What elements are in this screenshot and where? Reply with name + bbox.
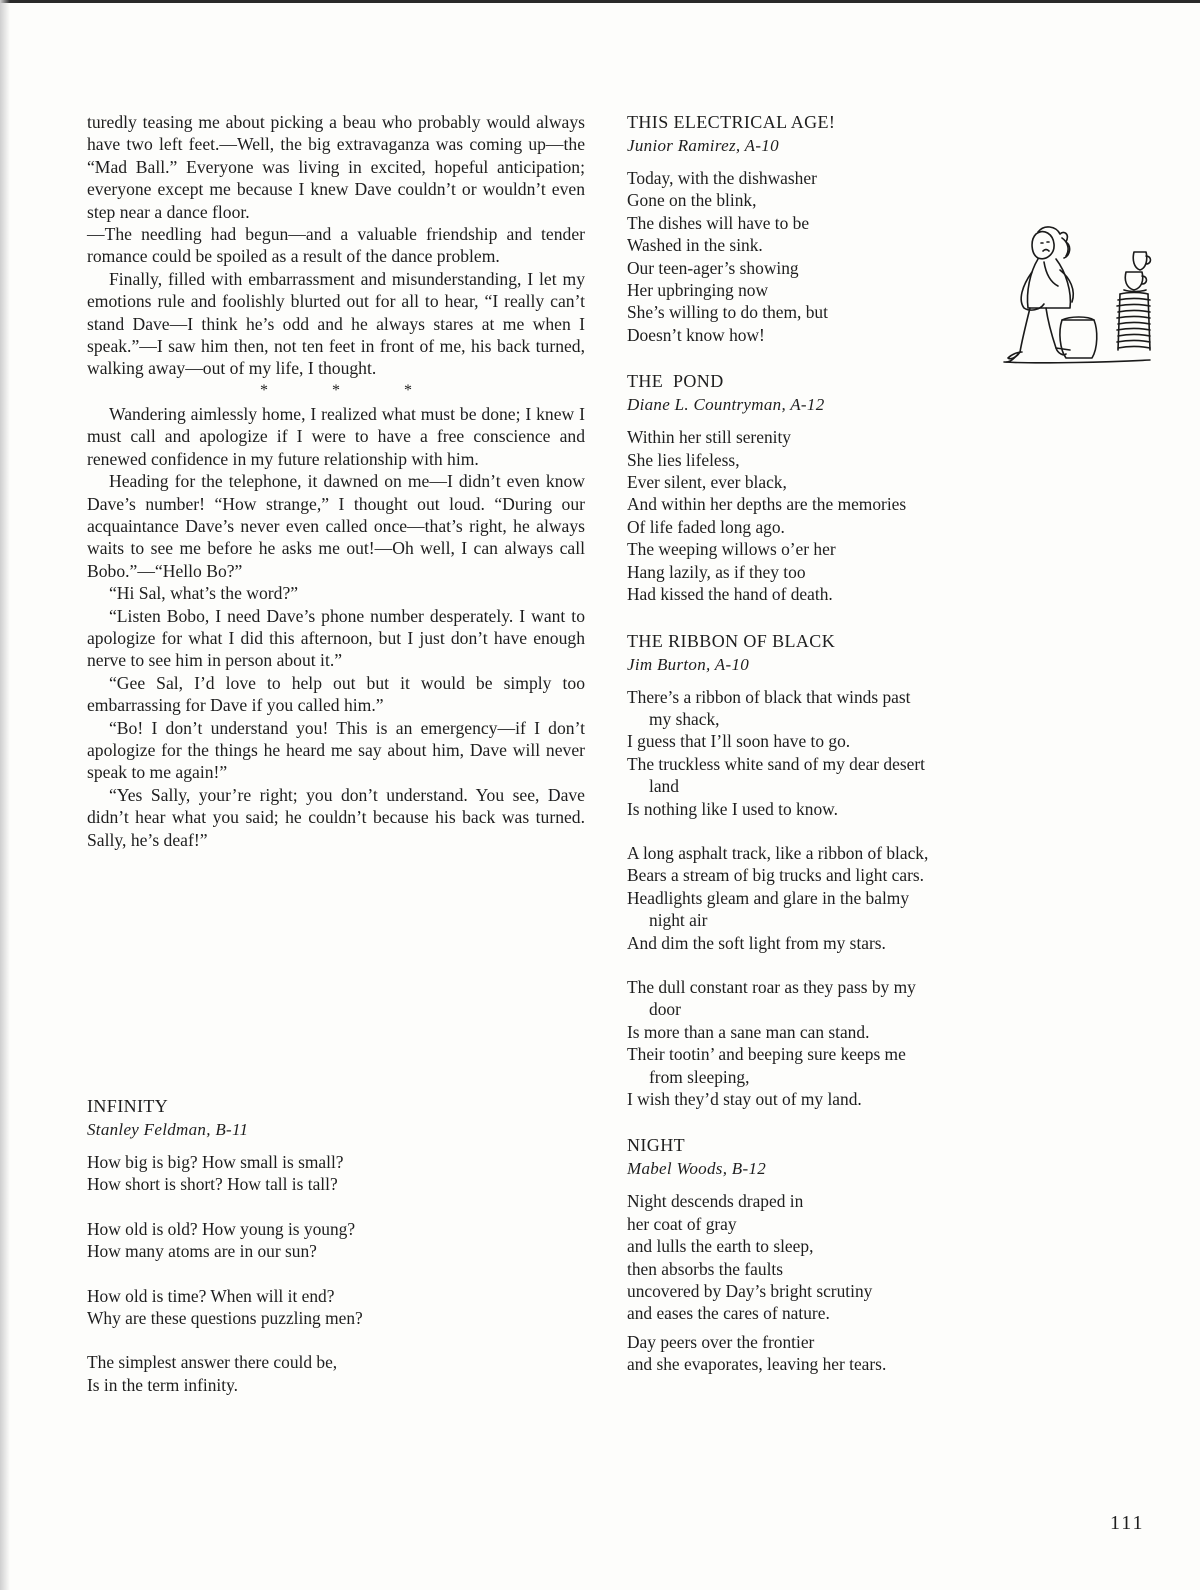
story-paragraph: “Yes Sally, your’re right; you don’t understand. You see, Dave didn’t hear what you said; he couldn’t because his back was turned. Sally, he’s deaf!” [87, 784, 585, 850]
poem-author: Diane L. Countryman, A-12 [627, 395, 825, 415]
story-paragraph: Finally, filled with embarrassment and misunderstanding, I let my emotions rule and foolishly blurted out for all to hear, “I really can’t stand Dave—I think he’s odd and he always stares at me when I speak.”—I saw him then, not ten feet in front of me, his back turned, walking away—out of my life, I thought. [87, 268, 585, 379]
scan-left-shadow [0, 0, 10, 1590]
poem-line: Washed in the sink. [627, 235, 763, 256]
poem-stanza [87, 1351, 487, 1396]
poem [87, 1095, 487, 1396]
girl-with-dishes-illustration [1000, 212, 1170, 382]
poem-title: INFINITY [87, 1096, 169, 1116]
poem-line: Is in the term infinity. [87, 1374, 239, 1395]
story-paragraph: “Gee Sal, I’d love to help out but it would be simply too embarrassing for Dave if you called him.” [87, 672, 585, 716]
poem-line: She’s willing to do them, but [627, 302, 828, 323]
poem-line: How old is old? How young is young? [87, 1218, 356, 1239]
poem-line: Within her still serenity [627, 427, 791, 448]
poem-line: I wish they’d stay out of my land. [627, 1089, 862, 1109]
scan-top-edge [0, 0, 1200, 3]
poem-stanza [87, 1218, 487, 1263]
poem-title: THIS ELECTRICAL AGE! [627, 112, 836, 132]
poem-author: Mabel Woods, B-12 [627, 1159, 767, 1179]
poem-line: Is nothing like I used to know. [627, 798, 838, 819]
poem-author: Stanley Feldman, B-11 [87, 1120, 249, 1139]
poem-line: Is more than a sane man can stand. [627, 1021, 870, 1042]
poem-line: Day peers over the frontier [627, 1331, 815, 1352]
poem-line: Our teen-ager’s showing [627, 257, 799, 278]
poem-stanza [627, 842, 1027, 954]
poem-line: I guess that I’ll soon have to go. [627, 731, 851, 752]
poem-line: The simplest answer there could be, [87, 1352, 338, 1373]
poem-author: Jim Burton, A-10 [627, 654, 750, 674]
poem-line: Her upbringing now [627, 280, 769, 301]
page-number: 111 [1110, 1512, 1145, 1534]
poem-line: And dim the soft light from my stars. [627, 932, 886, 953]
poem-stanza [87, 1285, 487, 1330]
poem-line: Today, with the dishwasher [627, 168, 817, 188]
story-paragraph: —The needling had begun—and a valuable friendship and tender romance could be spoiled as a result of the dance problem. [87, 224, 585, 267]
poem-stanza [627, 1190, 1027, 1324]
poem-line: Doesn’t know how! [627, 324, 765, 345]
poem-stanza [627, 686, 1027, 820]
poem-line: And within her depths are the memories [627, 494, 907, 515]
poem-line: my shack, [649, 708, 720, 729]
poem-line: then absorbs the faults [627, 1258, 783, 1279]
poem-line: The truckless white sand of my dear desert [627, 753, 925, 774]
poem-line: Of life faded long ago. [627, 516, 785, 537]
poem-line: A long asphalt track, like a ribbon of black, [627, 842, 929, 863]
poem-line: Headlights gleam and glare in the balmy [627, 887, 910, 908]
poem-line: Why are these questions puzzling men? [87, 1308, 363, 1329]
poem-author: Junior Ramirez, A-10 [627, 136, 779, 155]
poem-line: land [649, 776, 679, 797]
poem-line: her coat of gray [627, 1213, 737, 1234]
poem-line: night air [649, 910, 708, 931]
poem-line: Had kissed the hand of death. [627, 584, 833, 605]
poem-column-left [87, 1095, 487, 1420]
poem-line: She lies lifeless, [627, 449, 740, 470]
story-paragraph: “Bo! I don’t understand you! This is an emergency—if I don’t apologize for the things he heard me say about him, Dave will never speak to me again!” [87, 717, 585, 783]
story-paragraph: Heading for the telephone, it dawned on me—I didn’t even know Dave’s number! “How strange,” I thought out loud. “During our acquaintance Dave’s never even called once—that’s right, he always waits to see me before he asks me out!—Oh well, I can always call Bobo.”—“Hello Bo?” [87, 471, 585, 581]
story-text [87, 111, 585, 851]
poem [627, 630, 1027, 1111]
poem [627, 111, 1027, 346]
poem-line: Hang lazily, as if they too [627, 561, 806, 582]
poem-line: Their tootin’ and beeping sure keeps me [627, 1044, 906, 1065]
poem-stanza [627, 426, 1027, 605]
poem-line: uncovered by Day’s bright scrutiny [627, 1281, 873, 1302]
poem-line: from sleeping, [649, 1066, 750, 1087]
story-paragraph: “Listen Bobo, I need Dave’s phone number desperately. I want to apologize for what I did this afternoon, but I just don’t have enough nerve to see him in person about it.” [87, 605, 585, 671]
poem-line: and she evaporates, leaving her tears. [627, 1354, 887, 1375]
poem [627, 1134, 1027, 1375]
poem-stanza [87, 1151, 487, 1196]
poem-line: How big is big? How small is small? [87, 1152, 344, 1172]
story-paragraph: “Hi Sal, what’s the word?” [109, 583, 299, 604]
poem-title: THE RIBBON OF BLACK [627, 630, 836, 651]
story-paragraph: Wandering aimlessly home, I realized what must be done; I knew I must call and apologize if I were to have a free conscience and renewed confidence in my future relationship with him. [87, 403, 585, 469]
poem-line: Ever silent, ever black, [627, 472, 787, 493]
poem-stanza [627, 976, 1027, 1110]
poem-line: door [649, 999, 681, 1020]
poem-line: Bears a stream of big trucks and light cars. [627, 865, 924, 886]
poem-line: and eases the cares of nature. [627, 1303, 830, 1324]
poem-line: How old is time? When will it end? [87, 1285, 335, 1306]
poem-line: Night descends draped in [627, 1191, 804, 1212]
poem-title: NIGHT [627, 1135, 685, 1156]
story-paragraph: turedly teasing me about picking a beau who probably would always have two left feet.—Well, the big extravaganza was coming up—the “Mad Ball.” Everyone was living in excited, hopeful anticipation; everyone except me because I knew Dave couldn’t or wouldn’t even step near a dance floor. [87, 112, 585, 222]
poem-stanza [627, 167, 1027, 346]
section-break-stars: * * * [260, 381, 442, 399]
poem-line: How many atoms are in our sun? [87, 1241, 317, 1262]
poem-line: How short is short? How tall is tall? [87, 1174, 338, 1195]
poem-title: THE POND [627, 371, 724, 392]
poem-line: There’s a ribbon of black that winds past [627, 686, 911, 707]
poem-line: The dishes will have to be [627, 212, 810, 233]
poem-stanza [627, 1331, 1027, 1376]
poem [627, 370, 1027, 605]
poem-line: The dull constant roar as they pass by my [627, 976, 916, 997]
poem-line: The weeping willows o’er her [627, 539, 836, 560]
poem-line: Gone on the blink, [627, 190, 757, 211]
poem-line: and lulls the earth to sleep, [627, 1236, 814, 1257]
poem-column-right [627, 111, 1027, 1400]
